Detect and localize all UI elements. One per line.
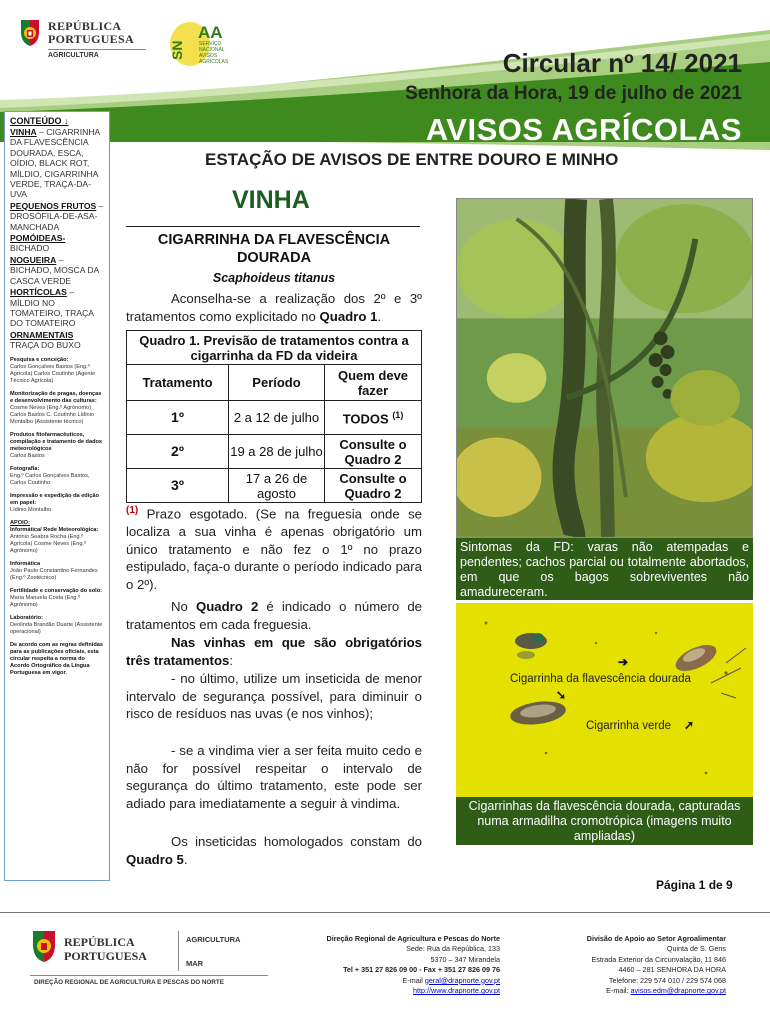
contents-topic: ORNAMENTAIS TRAÇA DO BUXO <box>10 329 81 351</box>
crop-title: VINHA <box>232 186 310 214</box>
harvest-paragraph: - se a vindima vier a ser feita muito cedo e não for possível respeitar o intervalo de segurança do último tratamento, este pode ser adiado para imediatamente a seguir à vindima. <box>126 743 422 811</box>
svg-text:NACIONAL: NACIONAL <box>199 47 225 53</box>
svg-text:SERVIÇO: SERVIÇO <box>199 41 222 47</box>
contents-topic-list <box>10 127 104 351</box>
three-treatments-heading: Nas vinhas em que são obrigatórios três tratamentos: <box>126 635 422 668</box>
quadro-1-reference: Quadro 1 <box>319 308 378 324</box>
svg-text:AGRÍCOLAS: AGRÍCOLAS <box>199 59 229 65</box>
table-row: 3º 17 a 26 de agosto Consulte o Quadro 2 <box>127 469 422 503</box>
credit-entry: Impressão e expedição da edição em papel: Lídinio Montalbo <box>10 492 99 513</box>
credit-entry: Monitorização de pragas, doenças e desenvolvimento das culturas: Cosme Neves (Eng.º Agrónomo) Carlos Bastos C. Coutinho Lídinio Montalbo (Assistente técnico) <box>10 390 102 425</box>
arrow-right-icon: ➔ <box>618 655 629 669</box>
table-header: Quem deve fazer <box>325 365 422 401</box>
credit-entry: Laboratório: Deolinda Brandão Duarte (Assistente operacional) <box>10 614 103 635</box>
quadro-2-paragraph: No Quadro 2 é indicado o número de tratamentos em cada freguesia. <box>126 599 423 632</box>
snaa-logo <box>160 14 240 68</box>
avisos-agricolas-title: AVISOS AGRÍCOLAS <box>425 112 742 147</box>
circular-number: Circular nº 14/ 2021 <box>502 48 742 78</box>
vine-photo-caption: Sintomas da FD: varas não atempadas e pendentes; cachos parcial ou totalmente abortados, em que os bagos sobreviventes não amadureceram. <box>456 538 753 600</box>
footer-dept-mar: MAR <box>186 959 204 968</box>
arrow-up-right-icon: ➚ <box>684 718 695 732</box>
arrow-down-left-icon: ➘ <box>556 688 567 702</box>
footer-email-link[interactable]: geral@drapnorte.gov.pt <box>424 975 500 985</box>
trap-photo <box>456 603 753 797</box>
green-leafhopper-label: Cigarrinha verde <box>586 720 672 732</box>
svg-text:AVISOS: AVISOS <box>199 53 218 59</box>
footer-draprn-label: DIREÇÃO REGIONAL DE AGRICULTURA E PESCAS DO NORTE <box>34 979 224 986</box>
footer-dept-agricultura: AGRICULTURA <box>186 935 241 944</box>
republica-portuguesa-logo <box>18 18 143 62</box>
table-header: Tratamento <box>127 365 229 401</box>
table-caption: Quadro 1. Previsão de tratamentos contra a cigarrinha da FD da videira <box>127 331 422 365</box>
credit-entry: Informática João Paulo Constantino Fernandes (Eng.º Zootécnico) <box>10 560 98 581</box>
credit-entry: De acordo com as regras definidas para as publicações oficiais, esta circular respeita a norma do Acordo Ortográfico da Língua Portuguesa em vigor. <box>10 641 103 676</box>
title-divider <box>126 226 420 227</box>
svg-text:AA: AA <box>198 23 223 42</box>
intro-paragraph: Aconselha-se a realização dos 2º e 3º tratamentos como explicitado no Quadro 1. <box>126 291 422 324</box>
table-row: 2º 19 a 28 de julho Consulte o Quadro 2 <box>127 435 422 469</box>
contents-topic: PEQUENOS FRUTOS – DROSÓFILA-DE-ASA-MANCHADA <box>10 200 104 232</box>
credit-entry: APOIO: Informática/ Rede Meteorológica: António Seabra Rocha (Eng.º Agrícola) Cosme Neves (Eng.º Agrónomo) <box>10 519 99 554</box>
contents-heading: CONTEÚDO ↓ <box>10 116 69 126</box>
coat-of-arms-icon <box>18 18 42 48</box>
last-treatment-paragraph: - no último, utilize um inseticida de menor intervalo de segurança possível, para diminuir o risco de resíduos nas uvas (e nos vinhos); <box>126 671 422 722</box>
contents-topic: NOGUEIRA – BICHADO, MOSCA DA CASCA VERDE <box>10 254 99 286</box>
credit-entry: Fotografia: Eng.º Carlos Gonçalves Bastos, Carlos Coutinho <box>10 465 90 486</box>
contents-topic: VINHA – CIGARRINHA DA FLAVESCÊNCIA DOURADA, ESCA, OÍDIO, BLACK ROT, MÍLDIO, CIGARRINHA VERDE, TRAÇA-DA-UVA <box>10 127 100 200</box>
credits-list <box>10 357 104 677</box>
footer-contact-hq: Direção Regional de Agricultura e Pescas do Norte Sede: Rua da República, 133 5370 – 347 Mirandela Tel + 351 27 826 09 00 - Fax + 351 27 826 09 76 E-mail geral@drapnorte.gov.pt http://www.drapnorte.gov.pt <box>326 934 500 996</box>
section-title: CIGARRINHA DA FLAVESCÊNCIA DOURADA <box>157 232 391 266</box>
credit-entry: Fertilidade e conservação do solo: Maria Manuela Costa (Eng.º Agrónomo) <box>10 587 103 608</box>
quadro-5-reference: Quadro 5 <box>126 851 184 867</box>
footer-avisos-email-link[interactable]: avisos.edm@drapnorte.gov.pt <box>630 986 726 996</box>
date-line: Senhora da Hora, 19 de julho de 2021 <box>405 83 742 104</box>
credit-entry: Pesquisa e conceção: Carlos Gonçalves Bastos (Eng.º Agrícola) Carlos Coutinho (Agente Técnico Agrícola) <box>10 356 96 384</box>
credit-entry: Produtos fitofarmacêuticos, compilação e tratamento de dados meteorológicos Carlos Bastos <box>10 431 103 459</box>
fd-leafhopper-label: Cigarrinha da flavescência dourada <box>510 673 691 685</box>
footer-website-link[interactable]: http://www.drapnorte.gov.pt <box>413 986 500 996</box>
agricultura-label: AGRICULTURA <box>48 52 99 59</box>
estacao-title: ESTAÇÃO DE AVISOS DE ENTRE DOURO E MINHO <box>205 150 619 169</box>
footer-republica-name: REPÚBLICA PORTUGUESA <box>64 935 147 963</box>
footer-logo <box>30 927 270 989</box>
trap-photo-caption: Cigarrinhas da flavescência dourada, capturadas numa armadilha cromotrópica (imagens muito ampliadas) <box>456 797 753 845</box>
quadro-2-reference: Quadro 2 <box>195 599 259 614</box>
contents-sidebar <box>4 111 110 881</box>
republica-portuguesa-name: REPÚBLICA PORTUGUESA <box>48 19 134 46</box>
svg-text:SN: SN <box>169 40 185 60</box>
coat-of-arms-icon <box>30 929 58 965</box>
treatment-table <box>126 330 422 503</box>
table-footnote: $^{(1)}$ Prazo esgotado. (Se na freguesia onde se localiza a sua vinha é apenas obrigatório um único tratamento e não fez o 1º no prazo estipulado, faça-o durante o período indicado para o 2º). <box>126 505 422 592</box>
footer-contact-division: Divisão de Apoio ao Setor Agroalimentar Quinta de S. Gens Estrada Exterior da Circunvalação, 11 846 4460 – 281 SENHORA DA HORA Telefone: 229 574 010 / 229 574 068 E-mail: avisos.edm@drapnorte.gov.pt <box>586 934 726 996</box>
contents-topic: HORTÍCOLAS – MÍLDIO NO TOMATEIRO, TRAÇA DO TOMATEIRO <box>10 287 94 329</box>
page-number: Página 1 de 9 <box>656 878 733 892</box>
species-name: Scaphoideus titanus <box>212 271 336 285</box>
insecticides-paragraph: Os inseticidas homologados constam do Quadro 5. <box>126 834 422 867</box>
contents-topic: POMÓIDEAS- BICHADO <box>10 233 66 254</box>
table-row: 1º 2 a 12 de julho TODOS $^{(1)}$ <box>127 401 422 435</box>
footer-divider <box>0 912 770 913</box>
table-header: Período <box>229 365 325 401</box>
vine-symptoms-photo <box>456 198 753 538</box>
